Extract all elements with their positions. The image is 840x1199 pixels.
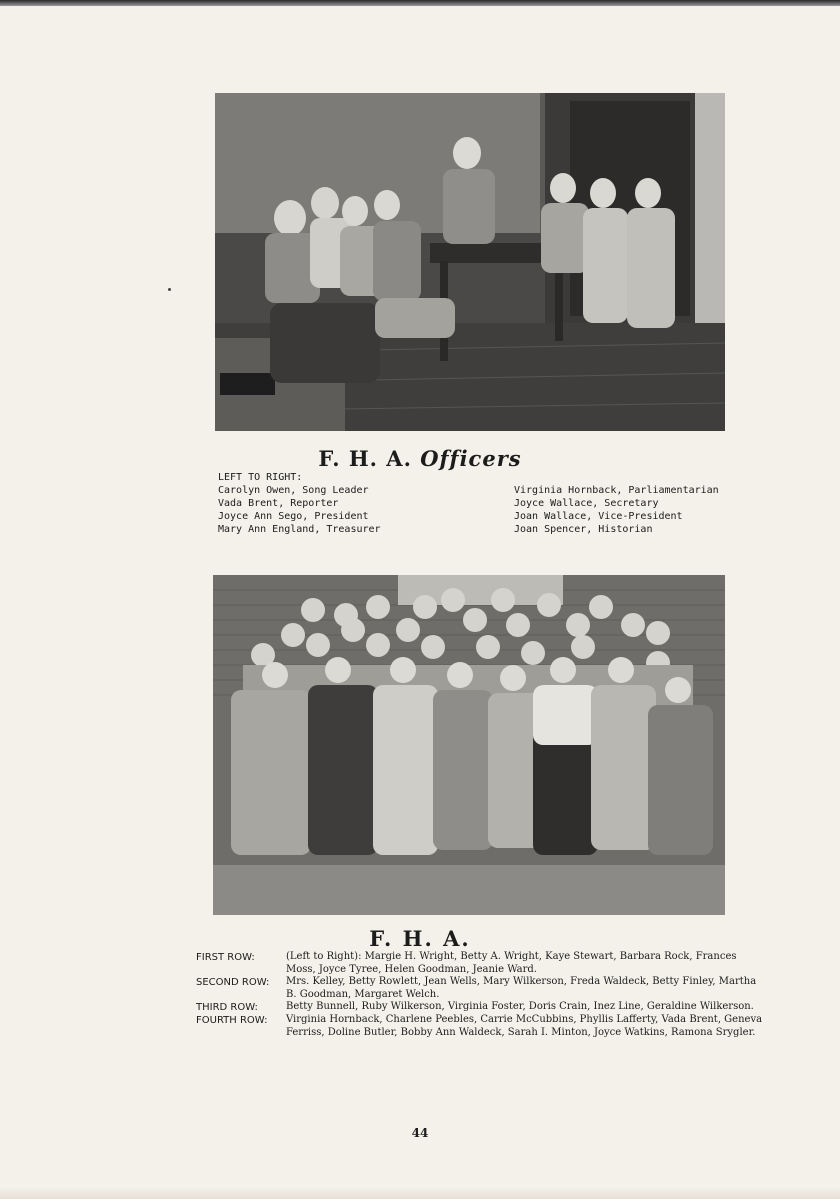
direction-label: LEFT TO RIGHT: [218, 472, 303, 483]
officer-entry: Joyce Wallace, Secretary [514, 498, 659, 509]
page-top-edge [0, 0, 840, 6]
fha-roster [196, 951, 766, 1039]
page-number: 44 [411, 1126, 429, 1140]
row-label: SECOND ROW: [196, 977, 270, 988]
roster-row [196, 1014, 766, 1039]
officer-entry: Virginia Hornback, Parliamentarian [514, 485, 719, 496]
officers-left-list [218, 471, 488, 536]
row-names: Betty Bunnell, Ruby Wilkerson, Virginia Foster, Doris Crain, Inez Line, Geraldine Wilkerson. [286, 1001, 754, 1012]
fha-title: F. H. A. [369, 926, 471, 951]
row-label: FOURTH ROW: [196, 1015, 268, 1026]
row-label: THIRD ROW: [196, 1002, 258, 1013]
officer-entry: Joan Wallace, Vice-President [514, 511, 683, 522]
officer-entry: Joan Spencer, Historian [514, 524, 653, 535]
row-label: FIRST ROW: [196, 952, 255, 963]
roster-row [196, 976, 766, 1001]
row-names: Mrs. Kelley, Betty Rowlett, Jean Wells, Mary Wilkerson, Freda Waldeck, Betty Finley, Martha B. Goodman, Margaret Welch. [286, 976, 757, 1000]
fha-group-photo [213, 575, 725, 915]
officer-entry: Mary Ann England, Treasurer [218, 524, 381, 535]
paper-speck [168, 288, 171, 291]
row-names: Virginia Hornback, Charlene Peebles, Carrie McCubbins, Phyllis Lafferty, Vada Brent, Geneva Ferriss, Doline Butler, Bobby Ann Waldeck, Sarah I. Minton, Joyce Watkins, Ramona Srygler. [286, 1014, 763, 1038]
officer-entry: Joyce Ann Sego, President [218, 511, 369, 522]
row-names: (Left to Right): Margie H. Wright, Betty A. Wright, Kaye Stewart, Barbara Rock, Frances Moss, Joyce Tyree, Helen Goodman, Jeanie Ward. [286, 951, 737, 975]
page-bottom-edge [0, 1187, 840, 1199]
roster-row [196, 951, 766, 976]
officer-entry: Vada Brent, Reporter [218, 498, 339, 509]
officers-right-list [514, 484, 754, 536]
officers-photo [215, 93, 725, 431]
officers-title-italic: Officers [420, 446, 522, 471]
roster-row [196, 1001, 766, 1014]
officer-entry: Carolyn Owen, Song Leader [218, 485, 369, 496]
officers-title-main: F. H. A. [318, 446, 412, 471]
officers-title [0, 446, 840, 471]
